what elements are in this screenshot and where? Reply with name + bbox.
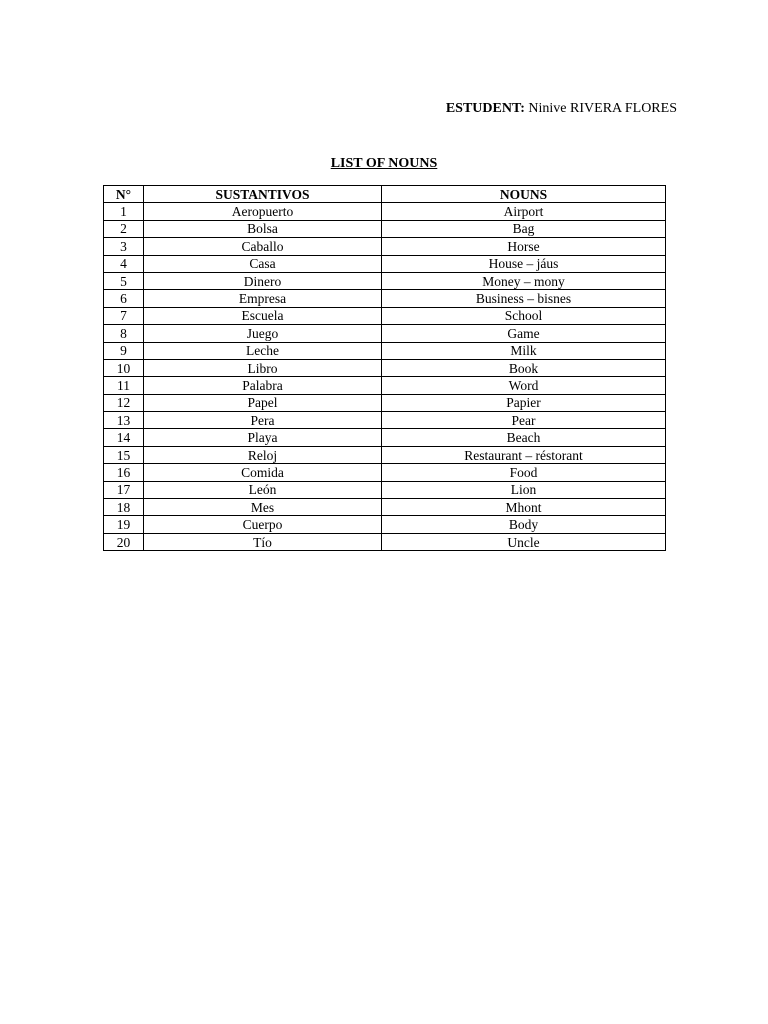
cell-number: 4 [104,255,144,272]
cell-number: 10 [104,359,144,376]
table-row [104,377,666,394]
table-row [104,446,666,463]
cell-sustantivo: Bolsa [144,220,382,237]
nouns-table [103,185,666,551]
cell-sustantivo: Pera [144,412,382,429]
cell-sustantivo: Palabra [144,377,382,394]
cell-number: 3 [104,238,144,255]
cell-sustantivo: Empresa [144,290,382,307]
table-row [104,272,666,289]
cell-noun: Airport [382,203,666,220]
cell-sustantivo: Tío [144,533,382,550]
cell-number: 1 [104,203,144,220]
cell-noun: Horse [382,238,666,255]
table-row [104,255,666,272]
cell-noun: Pear [382,412,666,429]
document-title [0,156,768,172]
header-number: N° [104,186,144,203]
cell-number: 17 [104,481,144,498]
cell-number: 6 [104,290,144,307]
cell-sustantivo: Comida [144,464,382,481]
table-row [104,394,666,411]
cell-noun: Game [382,325,666,342]
table-row [104,307,666,324]
cell-sustantivo: Libro [144,359,382,376]
cell-noun: Book [382,359,666,376]
cell-number: 8 [104,325,144,342]
cell-sustantivo: Caballo [144,238,382,255]
header-nouns: NOUNS [382,186,666,203]
table-row [104,481,666,498]
cell-number: 19 [104,516,144,533]
title-text: LIST OF NOUNS [330,156,438,171]
cell-noun: Restaurant – réstorant [382,446,666,463]
cell-noun: Mhont [382,499,666,516]
cell-sustantivo: Leche [144,342,382,359]
table-row [104,290,666,307]
table-row [104,325,666,342]
cell-number: 5 [104,272,144,289]
cell-number: 9 [104,342,144,359]
cell-noun: Food [382,464,666,481]
cell-number: 7 [104,307,144,324]
cell-sustantivo: Playa [144,429,382,446]
table-body [104,203,666,551]
cell-number: 15 [104,446,144,463]
table-row [104,203,666,220]
cell-number: 20 [104,533,144,550]
cell-sustantivo: León [144,481,382,498]
cell-number: 12 [104,394,144,411]
cell-noun: Body [382,516,666,533]
cell-sustantivo: Aeropuerto [144,203,382,220]
cell-sustantivo: Papel [144,394,382,411]
table-row [104,220,666,237]
table-row [104,429,666,446]
cell-noun: Uncle [382,533,666,550]
table-row [104,412,666,429]
cell-noun: School [382,307,666,324]
cell-number: 13 [104,412,144,429]
table-row [104,516,666,533]
cell-sustantivo: Dinero [144,272,382,289]
table-row [104,499,666,516]
cell-sustantivo: Juego [144,325,382,342]
cell-number: 18 [104,499,144,516]
cell-sustantivo: Cuerpo [144,516,382,533]
cell-number: 11 [104,377,144,394]
cell-noun: Lion [382,481,666,498]
cell-number: 14 [104,429,144,446]
cell-sustantivo: Reloj [144,446,382,463]
cell-noun: Beach [382,429,666,446]
cell-noun: Word [382,377,666,394]
cell-number: 2 [104,220,144,237]
table-header-row [104,186,666,203]
cell-noun: Milk [382,342,666,359]
table-row [104,359,666,376]
cell-number: 16 [104,464,144,481]
cell-sustantivo: Casa [144,255,382,272]
cell-sustantivo: Escuela [144,307,382,324]
table-row [104,533,666,550]
cell-noun: Papier [382,394,666,411]
header-sustantivos: SUSTANTIVOS [144,186,382,203]
cell-noun: Bag [382,220,666,237]
table-row [104,238,666,255]
cell-noun: Business – bisnes [382,290,666,307]
student-line [446,101,677,117]
cell-noun: Money – mony [382,272,666,289]
table-row [104,464,666,481]
table-row [104,342,666,359]
student-label: ESTUDENT: [445,101,525,116]
cell-sustantivo: Mes [144,499,382,516]
student-name: Ninive RIVERA FLORES [528,101,677,116]
cell-noun: House – jáus [382,255,666,272]
